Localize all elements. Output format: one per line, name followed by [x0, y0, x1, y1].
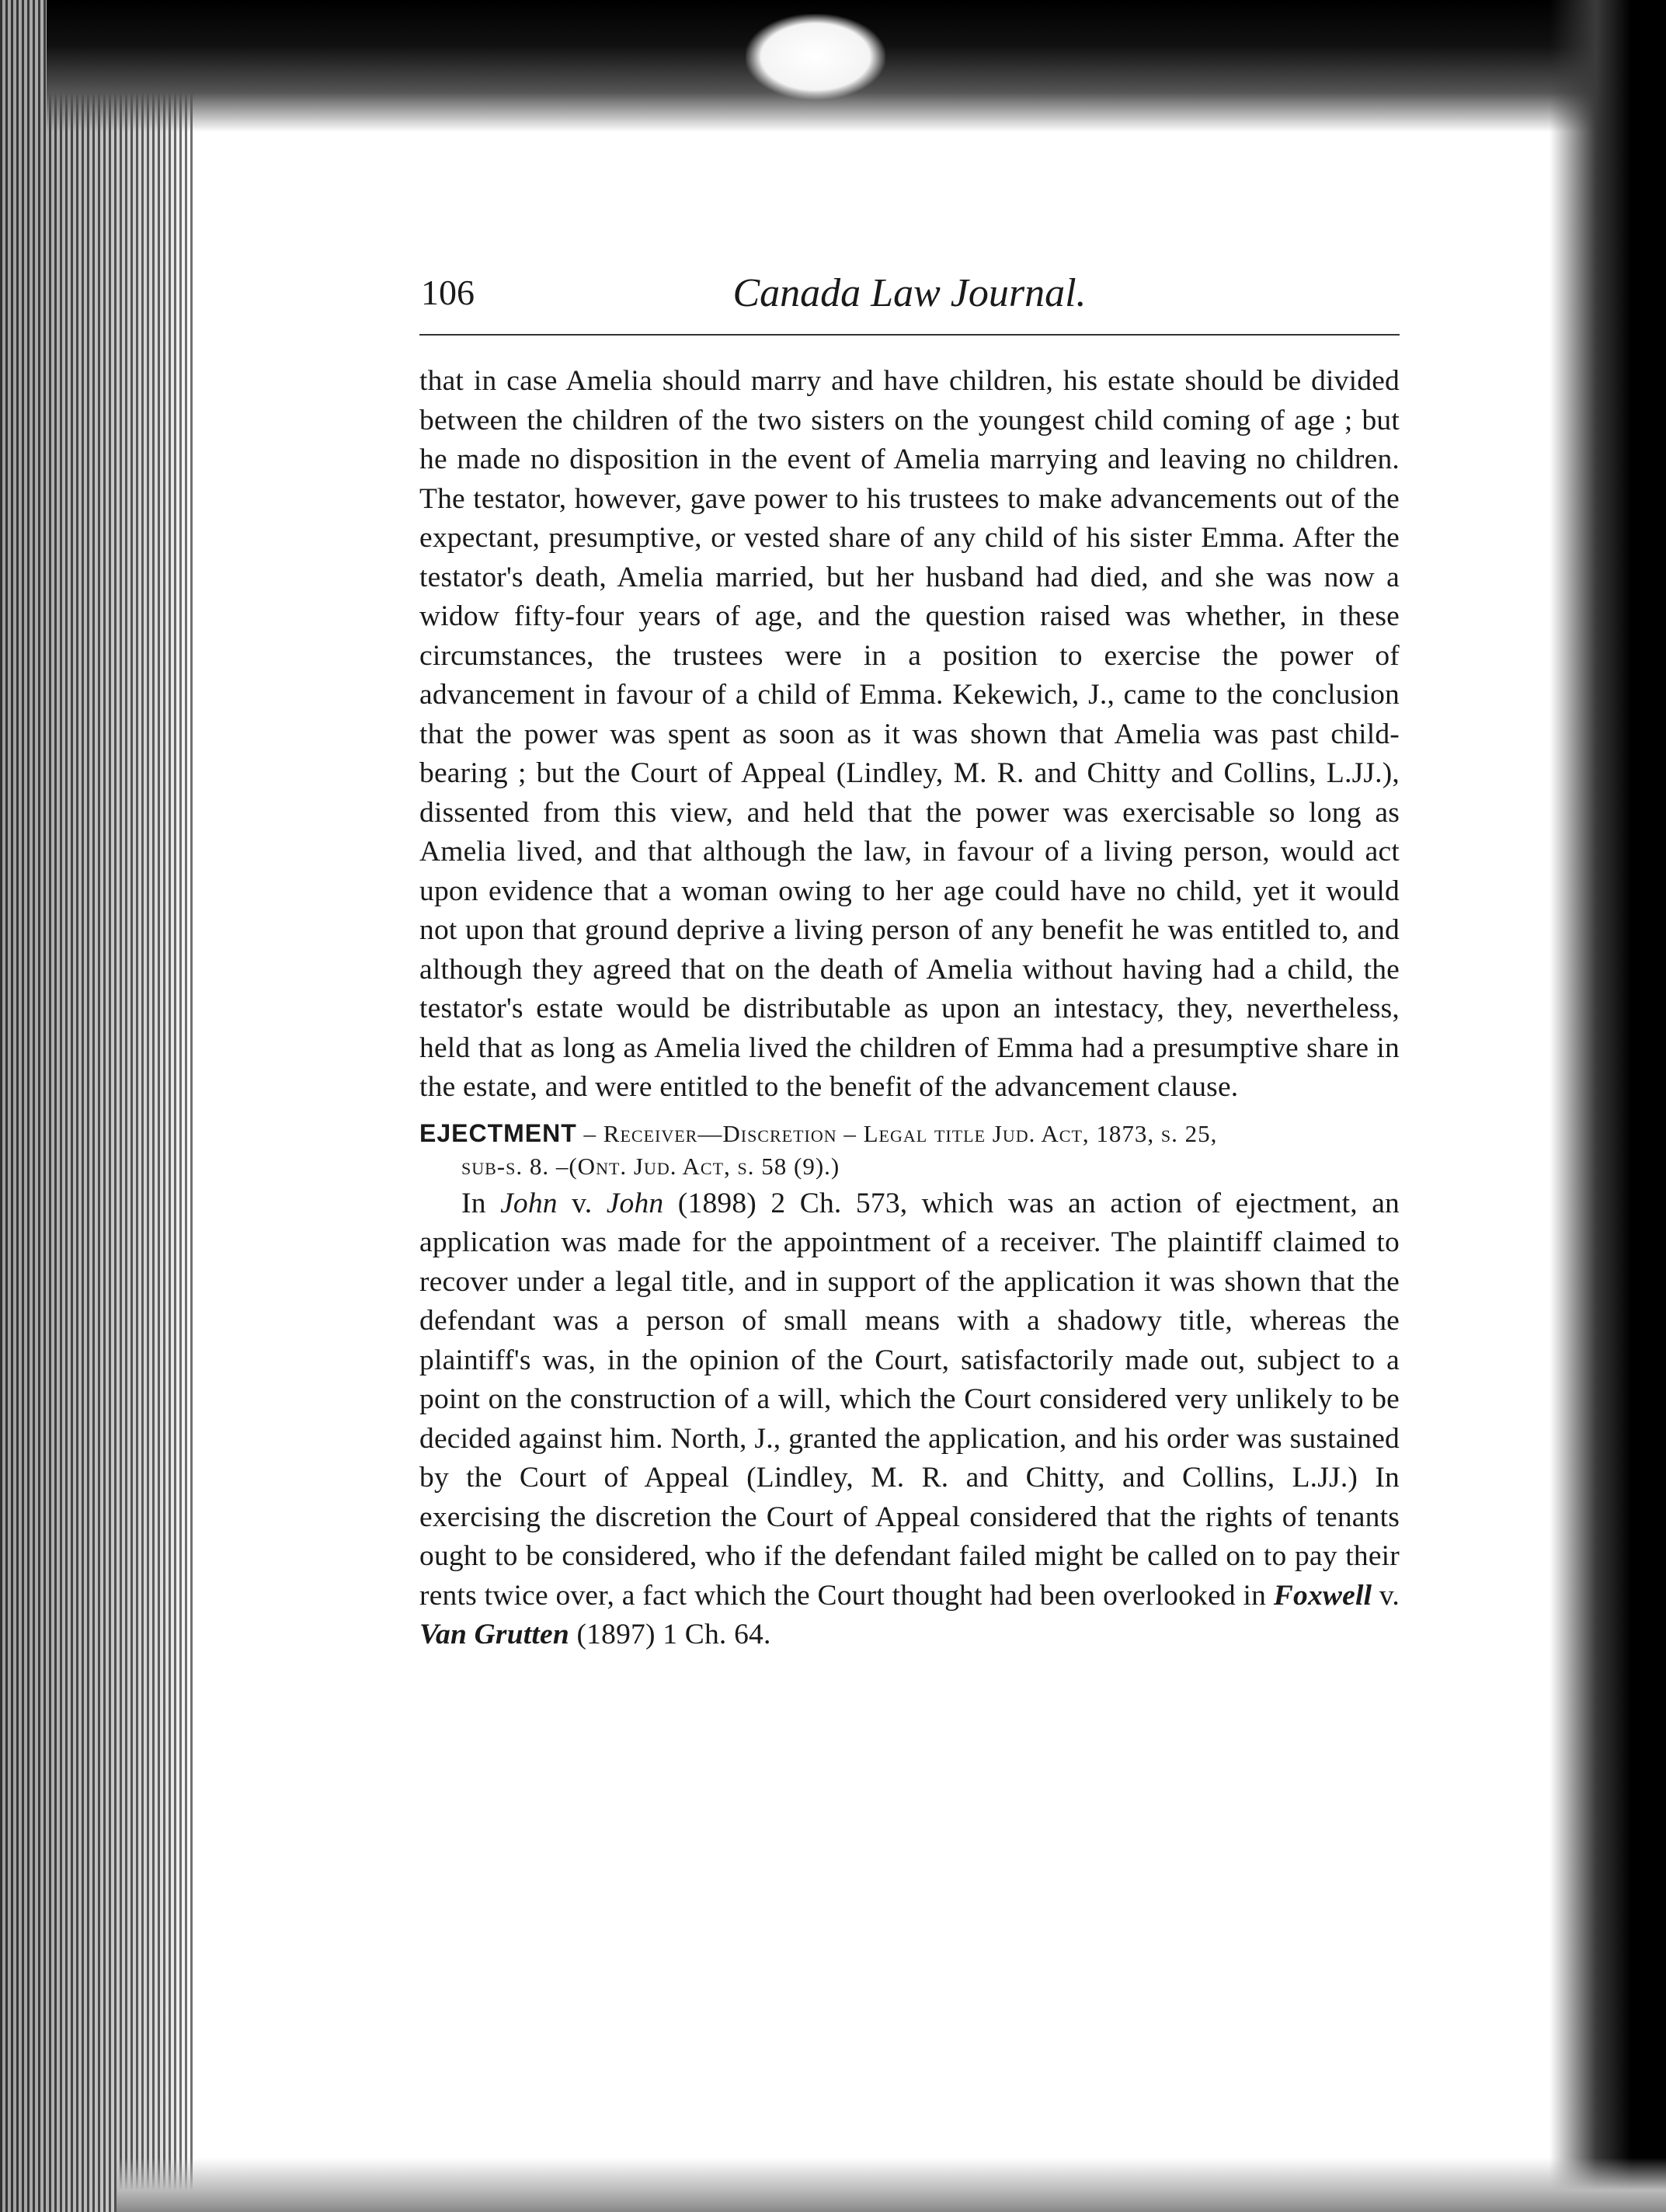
scan-right-edge	[1549, 0, 1666, 2212]
journal-page	[419, 264, 1400, 1655]
case-name: John	[500, 1187, 558, 1219]
case-name: Foxwell	[1273, 1579, 1372, 1612]
text-run: (1897) 1 Ch. 64.	[569, 1619, 771, 1650]
heading-line-2: sub-s. 8. –(Ont. Jud. Act, s. 58 (9).)	[461, 1152, 840, 1180]
scan-left-edge	[0, 0, 194, 2212]
page-number: 106	[421, 273, 475, 312]
text-run: (1898) 2 Ch. 573, which was an action of ejectment, an application was made for the appointment of a receiver. The plaintiff claimed to recover under a legal title, and in support of the application it was shown that the defendant was a person of small means with a shadowy title, whereas the plaintiff's was, in the opinion of the Court, satisfactorily made out, subject to a point on the construction of a will, which the Court considered very unlikely to be decided against him. North, J., granted the application, and his order was sustained by the Court of Appeal (Lindley, M. R. and Chitty, and Collins, L.JJ.) In exercising the discretion the Court of Appeal considered that the rights of tenants ought to be considered, who if the defendant failed might be called on to pay their rents twice over, a fact which the Court thought had been overlooked in	[419, 1187, 1400, 1612]
heading-line-1: – Receiver—Discretion – Legal title Jud. Act, 1873, s. 25,	[576, 1119, 1218, 1147]
paragraph-ejectment	[419, 1184, 1400, 1655]
journal-title: Canada Law Journal.	[732, 271, 1087, 315]
article-body	[419, 362, 1400, 1655]
case-name: Van Grutten	[419, 1619, 569, 1650]
page-header	[419, 264, 1400, 336]
heading-lead: EJECTMENT	[419, 1118, 577, 1147]
section-heading	[419, 1117, 1400, 1183]
paragraph-continued: that in case Amelia should marry and have children, his estate should be divided between the children of the two sisters on the youngest child coming of age ; but he made no disposition in the event of Amelia marrying and leaving no children. The testator, however, gave power to his trustees to make advancements out of the expectant, presumptive, or vested share of any child of his sister Emma. After the testator's death, Amelia married, but her husband had died, and she was now a widow fifty-four years of age, and the question raised was whether, in these circumstances, the trustees were in a position to exercise the power of advancement in favour of a child of Emma. Kekewich, J., came to the conclusion that the power was spent as soon as it was shown that Amelia was past child-bearing ; but the Court of Appeal (Lindley, M. R. and Chitty and Collins, L.JJ.), dissented from this view, and held that the power was exercisable so long as Amelia lived, and that although the law, in favour of a living person, would act upon evidence that a woman owing to her age could have no child, yet it would not upon that ground deprive a living person of any benefit he was entitled to, and although they agreed that on the death of Amelia without having had a child, the testator's estate would be distributable as upon an intestacy, they, nevertheless, held that as long as Amelia lived the children of Emma had a presumptive share in the estate, and were entitled to the benefit of the advancement clause.	[419, 365, 1400, 1103]
case-name: John	[606, 1187, 664, 1219]
scan-bottom-edge	[117, 2158, 1666, 2212]
scan-blot	[746, 14, 885, 99]
text-run: v.	[1372, 1579, 1400, 1612]
text-run: In	[461, 1187, 501, 1219]
text-run: v.	[557, 1187, 607, 1219]
